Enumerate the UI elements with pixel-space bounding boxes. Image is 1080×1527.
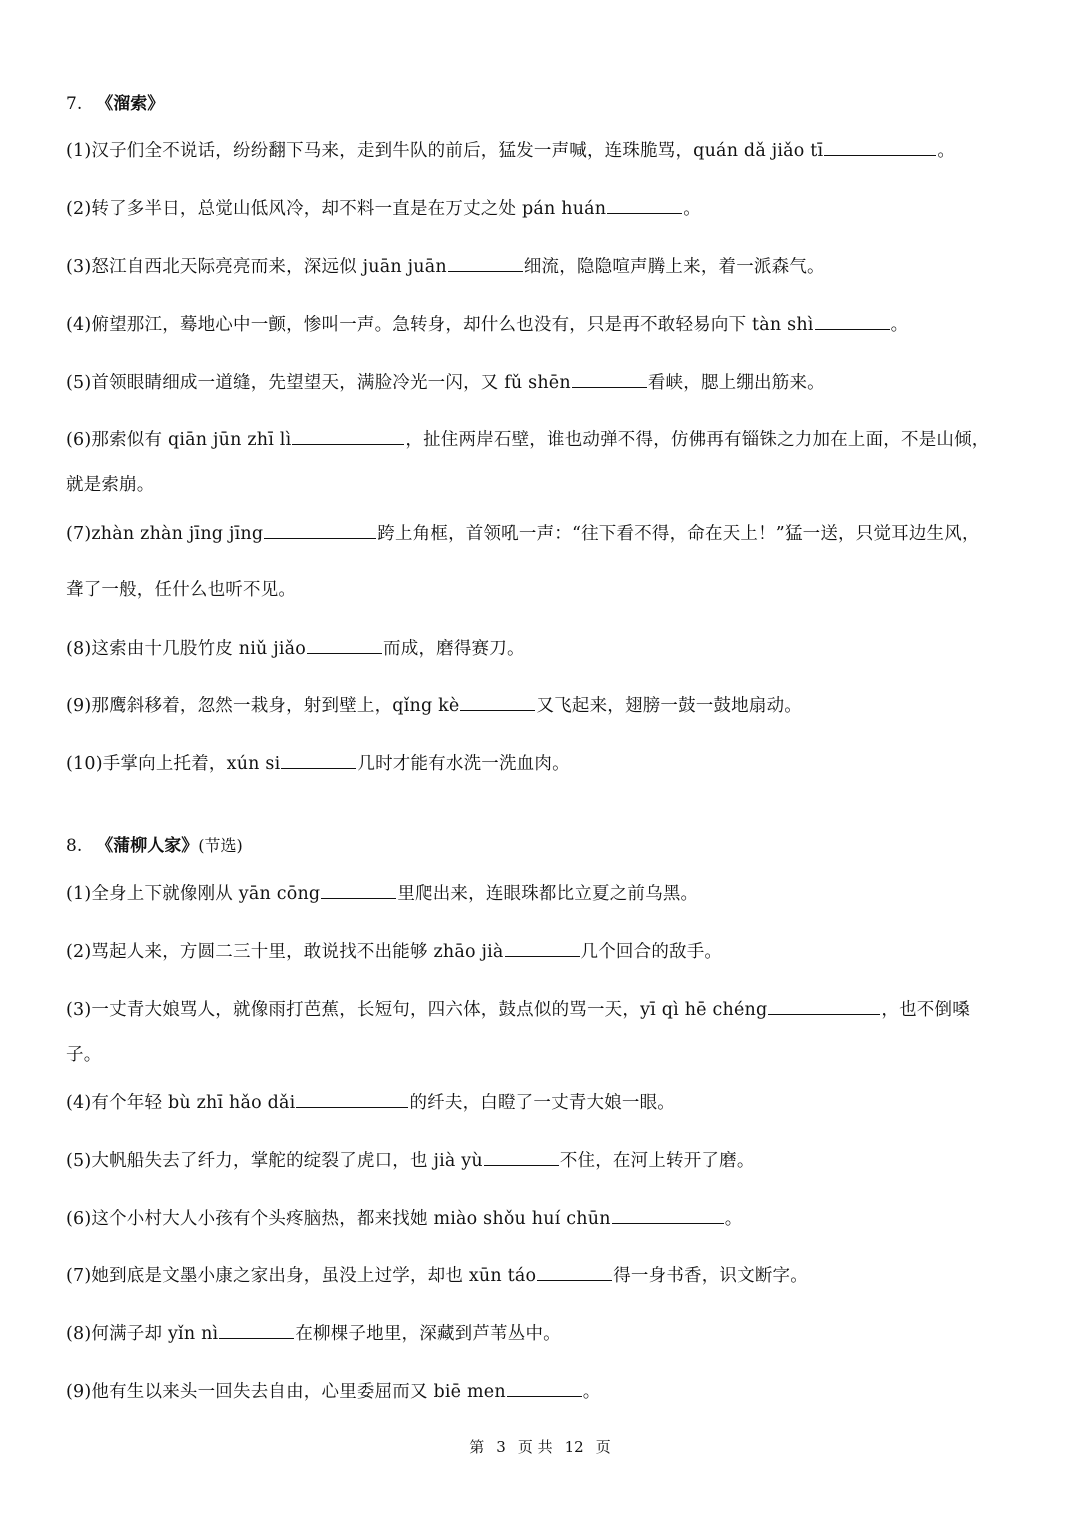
question-item: (9)那鹰斜移着，忽然一栽身，射到壁上，qǐng kè 又飞起来，翅膀一鼓一鼓地扇动。 bbox=[66, 696, 802, 716]
question-item: (5)大帆船失去了纤力，掌舵的绽裂了虎口，也 jià yù 不住，在河上转开了磨。 bbox=[66, 1151, 755, 1171]
question-item: (2)骂起人来，方圆二三十里，敢说找不出能够 zhāo jià 几个回合的敌手。 bbox=[66, 942, 723, 962]
answer-blank[interactable] bbox=[537, 1279, 612, 1281]
section-note: (节选) bbox=[198, 836, 243, 855]
question-item: (6)那索似有 qiān jūn zhī lì ，扯住两岸石壁，谁也动弹不得，仿佛再有锱铢之力加在上面，不是山倾， bbox=[66, 430, 990, 450]
current-page-number: 3 bbox=[496, 1438, 506, 1456]
question-item: (3)怒江自西北天际亮亮而来，深远似 juān juān 细流，隐隐喧声腾上来，着一派森气。 bbox=[66, 257, 825, 277]
answer-blank[interactable] bbox=[484, 1164, 559, 1166]
section-heading bbox=[66, 89, 164, 114]
answer-blank[interactable] bbox=[281, 767, 356, 769]
question-item: (10)手掌向上托着，xún si 几时才能有水洗一洗血肉。 bbox=[66, 754, 570, 774]
total-page-count: 12 bbox=[564, 1438, 584, 1456]
section-title: 《溜索》 bbox=[96, 94, 165, 114]
question-item: (1)全身上下就像刚从 yān cōng 里爬出来，连眼珠都比立夏之前乌黑。 bbox=[66, 884, 699, 904]
answer-blank[interactable] bbox=[460, 709, 535, 711]
section-number: 7. bbox=[66, 94, 83, 114]
question-item: (8)何满子却 yǐn nì 在柳棵子地里，深藏到芦苇丛中。 bbox=[66, 1324, 561, 1344]
question-item: (5)首领眼睛细成一道缝，先望望天，满脸冷光一闪，又 fǔ shēn 看峡，腮上绷出筋来。 bbox=[66, 373, 825, 393]
answer-blank[interactable] bbox=[815, 328, 890, 330]
answer-blank[interactable] bbox=[607, 212, 682, 214]
question-item-continuation: 子。 bbox=[66, 1045, 102, 1065]
question-item: (3)一丈青大娘骂人，就像雨打芭蕉，长短句，四六体，鼓点似的骂一天，yī qì hē chéng ，也不倒嗓 bbox=[66, 1000, 970, 1020]
answer-blank[interactable] bbox=[448, 270, 523, 272]
answer-blank[interactable] bbox=[219, 1337, 294, 1339]
question-item: (4)有个年轻 bù zhī hǎo dǎi 的纤夫，白瞪了一丈青大娘一眼。 bbox=[66, 1093, 675, 1113]
question-item: (8)这索由十几股竹皮 niǔ jiǎo 而成，磨得赛刀。 bbox=[66, 639, 525, 659]
answer-blank[interactable] bbox=[768, 1013, 880, 1015]
answer-blank[interactable] bbox=[572, 386, 647, 388]
answer-blank[interactable] bbox=[296, 1106, 408, 1108]
section-number: 8. bbox=[66, 836, 83, 856]
answer-blank[interactable] bbox=[612, 1222, 724, 1224]
answer-blank[interactable] bbox=[505, 955, 580, 957]
question-item: (4)俯望那江，蓦地心中一颤，惨叫一声。急转身，却什么也没有，只是再不敢轻易向下 tàn shì 。 bbox=[66, 315, 909, 335]
answer-blank[interactable] bbox=[824, 154, 936, 156]
question-item: (2)转了多半日，总觉山低风冷，却不料一直是在万丈之处 pán huán 。 bbox=[66, 199, 701, 219]
question-item: (9)他有生以来头一回失去自由，心里委屈而又 biē men 。 bbox=[66, 1382, 601, 1402]
answer-blank[interactable] bbox=[292, 443, 404, 445]
question-item: (6)这个小村大人小孩有个头疼脑热，都来找她 miào shǒu huí chūn 。 bbox=[66, 1209, 743, 1229]
question-item-continuation: 聋了一般，任什么也听不见。 bbox=[66, 580, 297, 600]
section-heading bbox=[66, 831, 243, 856]
question-item: (7)她到底是文墨小康之家出身，虽没上过学，却也 xūn táo 得一身书香，识文断字。 bbox=[66, 1266, 808, 1286]
question-item-continuation: 就是索崩。 bbox=[66, 475, 155, 495]
answer-blank[interactable] bbox=[507, 1395, 582, 1397]
question-item: (1)汉子们全不说话，纷纷翻下马来，走到牛队的前后，猛发一声喊，连珠脆骂，quán dǎ jiǎo tī 。 bbox=[66, 141, 956, 161]
section-title: 《蒲柳人家》 bbox=[96, 836, 199, 856]
question-item: (7)zhàn zhàn jīng jīng 跨上角框，首领吼一声：“往下看不得，命在天上！”猛一送，只觉耳边生风， bbox=[66, 524, 980, 544]
page-footer: 第 3 页 共 12 页 bbox=[469, 1438, 611, 1456]
answer-blank[interactable] bbox=[264, 537, 376, 539]
answer-blank[interactable] bbox=[307, 652, 382, 654]
answer-blank[interactable] bbox=[321, 897, 396, 899]
